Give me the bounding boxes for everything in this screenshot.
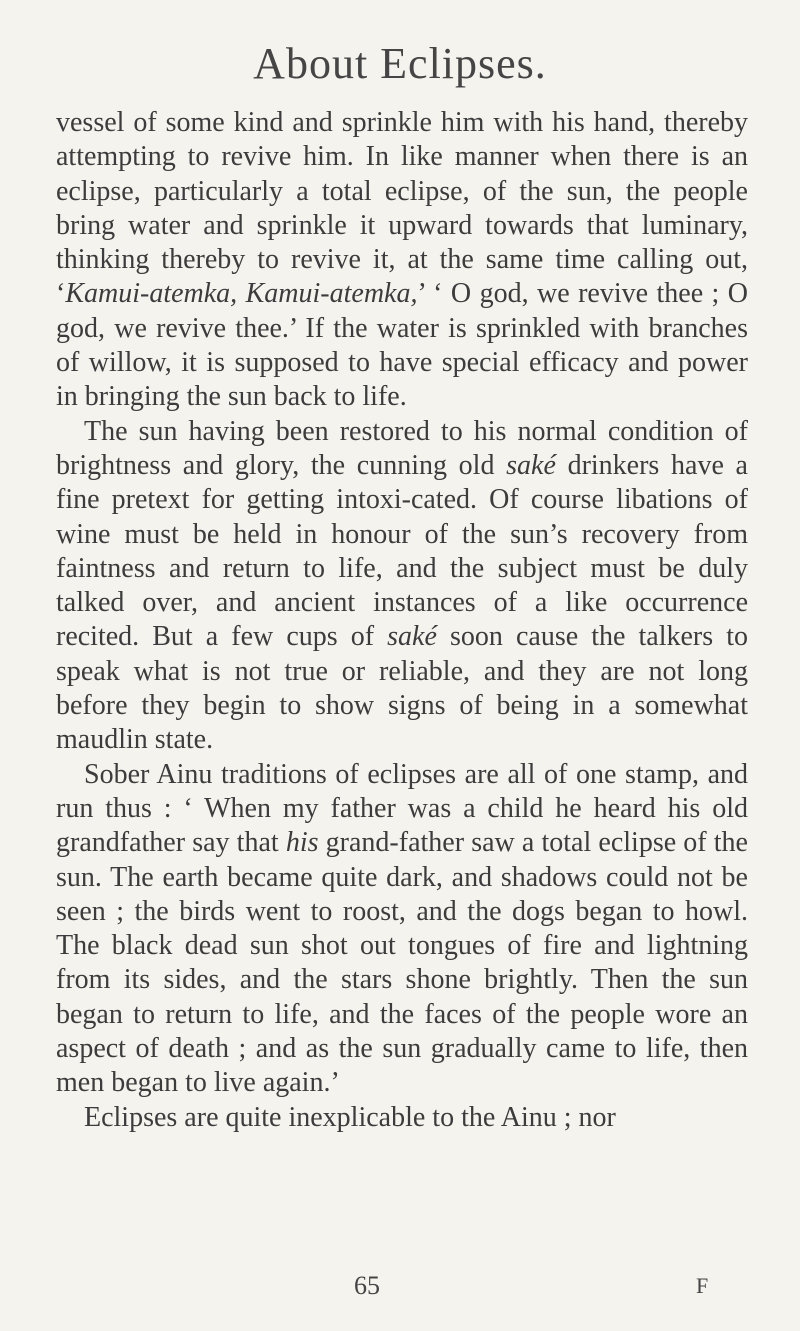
text-run: Eclipses are quite inexplicable to the Ainu ; nor [84,1101,616,1133]
ainu-phrase: Kamui-atemka, Kamui-atemka, [65,278,418,310]
paragraph-3 [56,758,748,1101]
text-run: drinkers have a fine pretext for getting intoxi-cated. Of course libations of wine must be held in honour of the sun’s recovery from faintness and return to life, and the subject must be duly talked over, and ancient instances of a like occurrence recited. But a few cups of [56,449,748,653]
running-head: About Eclipses. [253,39,547,88]
paragraph-2 [56,415,748,758]
text-run: The sun having been restored to his normal condition of brightness and glory, the cunning old [56,415,748,481]
text-run: ’ ‘ O god, we revive thee ; O god, we revive thee.’ If the water is sprinkled with branches of willow, it is supposed to have special efficacy and power in bringing the sun back to life. [56,278,748,413]
italic-word: his [285,827,319,859]
text-run: grand-father saw a total eclipse of the sun. The earth became quite dark, and shadows could not be seen ; the birds went to roost, and the dogs began to howl. The black dead sun shot out tongues of fire and lightning from its sides, and the stars shone brightly. Then the sun began to return to life, and the faces of the people wore an aspect of death ; and as the sun gradually came to life, then men began to live again.’ [56,827,748,1099]
text-run: Sober Ainu traditions of eclipses are all of one stamp, and run thus : ‘ When my father was a child he heard his old grandfather say that [56,758,748,859]
italic-word: saké [506,449,556,481]
signature-mark: F [696,1273,709,1298]
paragraph-1 [56,106,748,415]
italic-word: saké [387,621,437,653]
paragraph-4 [56,1101,748,1135]
body-text [56,106,748,1135]
text-run: soon cause the talkers to speak what is not true or reliable, and they are not long before they begin to show signs of being in a somewhat maudlin state. [56,621,748,756]
text-run: vessel of some kind and sprinkle him with his hand, thereby attempting to revive him. In like manner when there is an eclipse, particularly a total eclipse, of the sun, the people bring water and sprinkle it upward towards that luminary, thinking thereby to revive it, at the same time calling out, ‘ [56,107,748,310]
page-footer [0,1271,800,1311]
page-number: 65 [354,1271,380,1300]
